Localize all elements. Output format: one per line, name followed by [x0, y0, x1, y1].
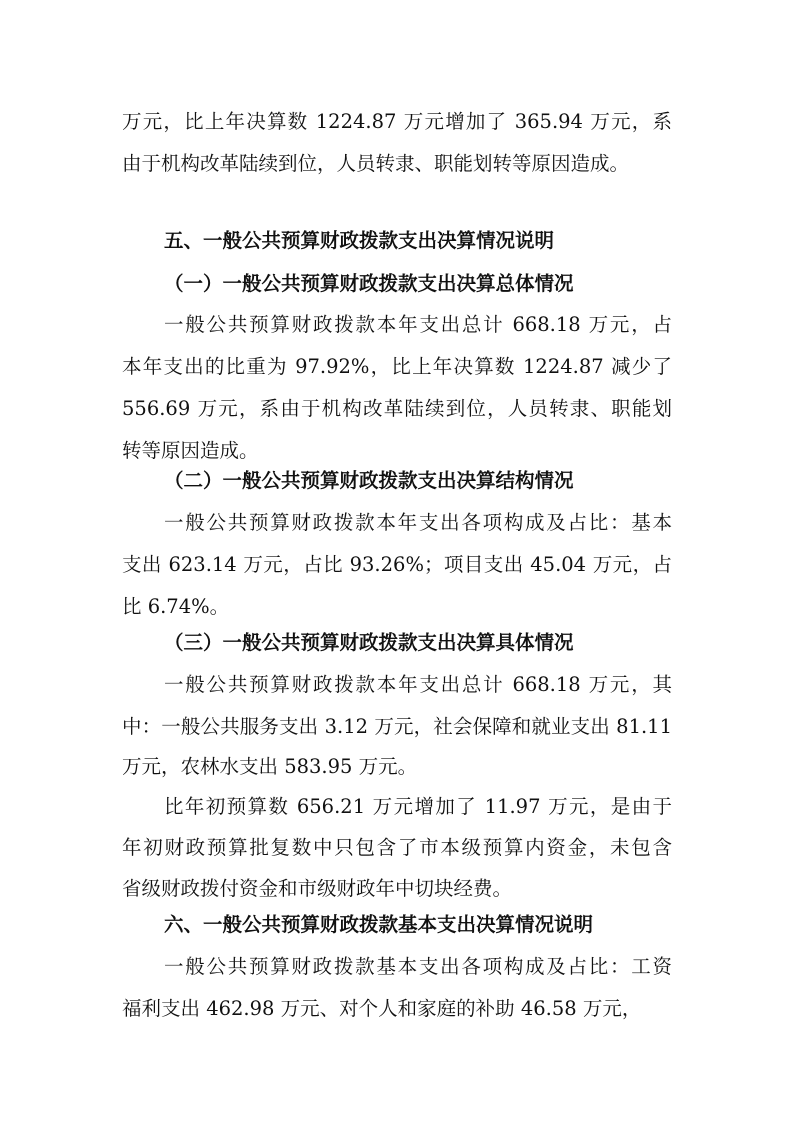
paragraph-line: 万元，比上年决算数 1224.87 万元增加了 365.94 万元，系 [122, 110, 672, 133]
paragraph-line: 支出 623.14 万元，占比 93.26%；项目支出 45.04 万元，占 [122, 553, 672, 576]
paragraph-line: 由于机构改革陆续到位，人员转隶、职能划转等原因造成。 [122, 152, 630, 175]
paragraph-line: 一般公共预算财政拨款基本支出各项构成及占比：工资 [164, 955, 672, 978]
paragraph-line: 一般公共预算财政拨款本年支出各项构成及占比：基本 [164, 511, 672, 534]
paragraph-line: 万元，农林水支出 583.95 万元。 [122, 755, 418, 778]
paragraph-line: 比 6.74%。 [122, 595, 230, 618]
paragraph-line: 比年初预算数 656.21 万元增加了 11.97 万元，是由于 [164, 795, 672, 818]
subsection-title: （一）一般公共预算财政拨款支出决算总体情况 [164, 272, 574, 295]
paragraph-line: 省级财政拨付资金和市级财政年中切块经费。 [122, 877, 513, 900]
subsection-title: （二）一般公共预算财政拨款支出决算结构情况 [164, 469, 574, 492]
paragraph-line: 年初财政预算批复数中只包含了市本级预算内资金，未包含 [122, 836, 672, 859]
subsection-title: （三）一般公共预算财政拨款支出决算具体情况 [164, 631, 574, 654]
section-title: 五、一般公共预算财政拨款支出决算情况说明 [164, 229, 555, 252]
paragraph-line: 一般公共预算财政拨款本年支出总计 668.18 万元，其 [164, 673, 672, 696]
paragraph-line: 转等原因造成。 [122, 439, 259, 462]
section-title: 六、一般公共预算财政拨款基本支出决算情况说明 [164, 913, 594, 936]
paragraph-line: 中：一般公共服务支出 3.12 万元，社会保障和就业支出 81.11 [122, 715, 672, 738]
paragraph-line: 556.69 万元，系由于机构改革陆续到位，人员转隶、职能划 [122, 397, 672, 420]
paragraph-line: 福利支出 462.98 万元、对个人和家庭的补助 46.58 万元， [122, 997, 642, 1020]
paragraph-line: 本年支出的比重为 97.92%，比上年决算数 1224.87 减少了 [122, 355, 672, 378]
paragraph-line: 一般公共预算财政拨款本年支出总计 668.18 万元，占 [164, 313, 672, 336]
